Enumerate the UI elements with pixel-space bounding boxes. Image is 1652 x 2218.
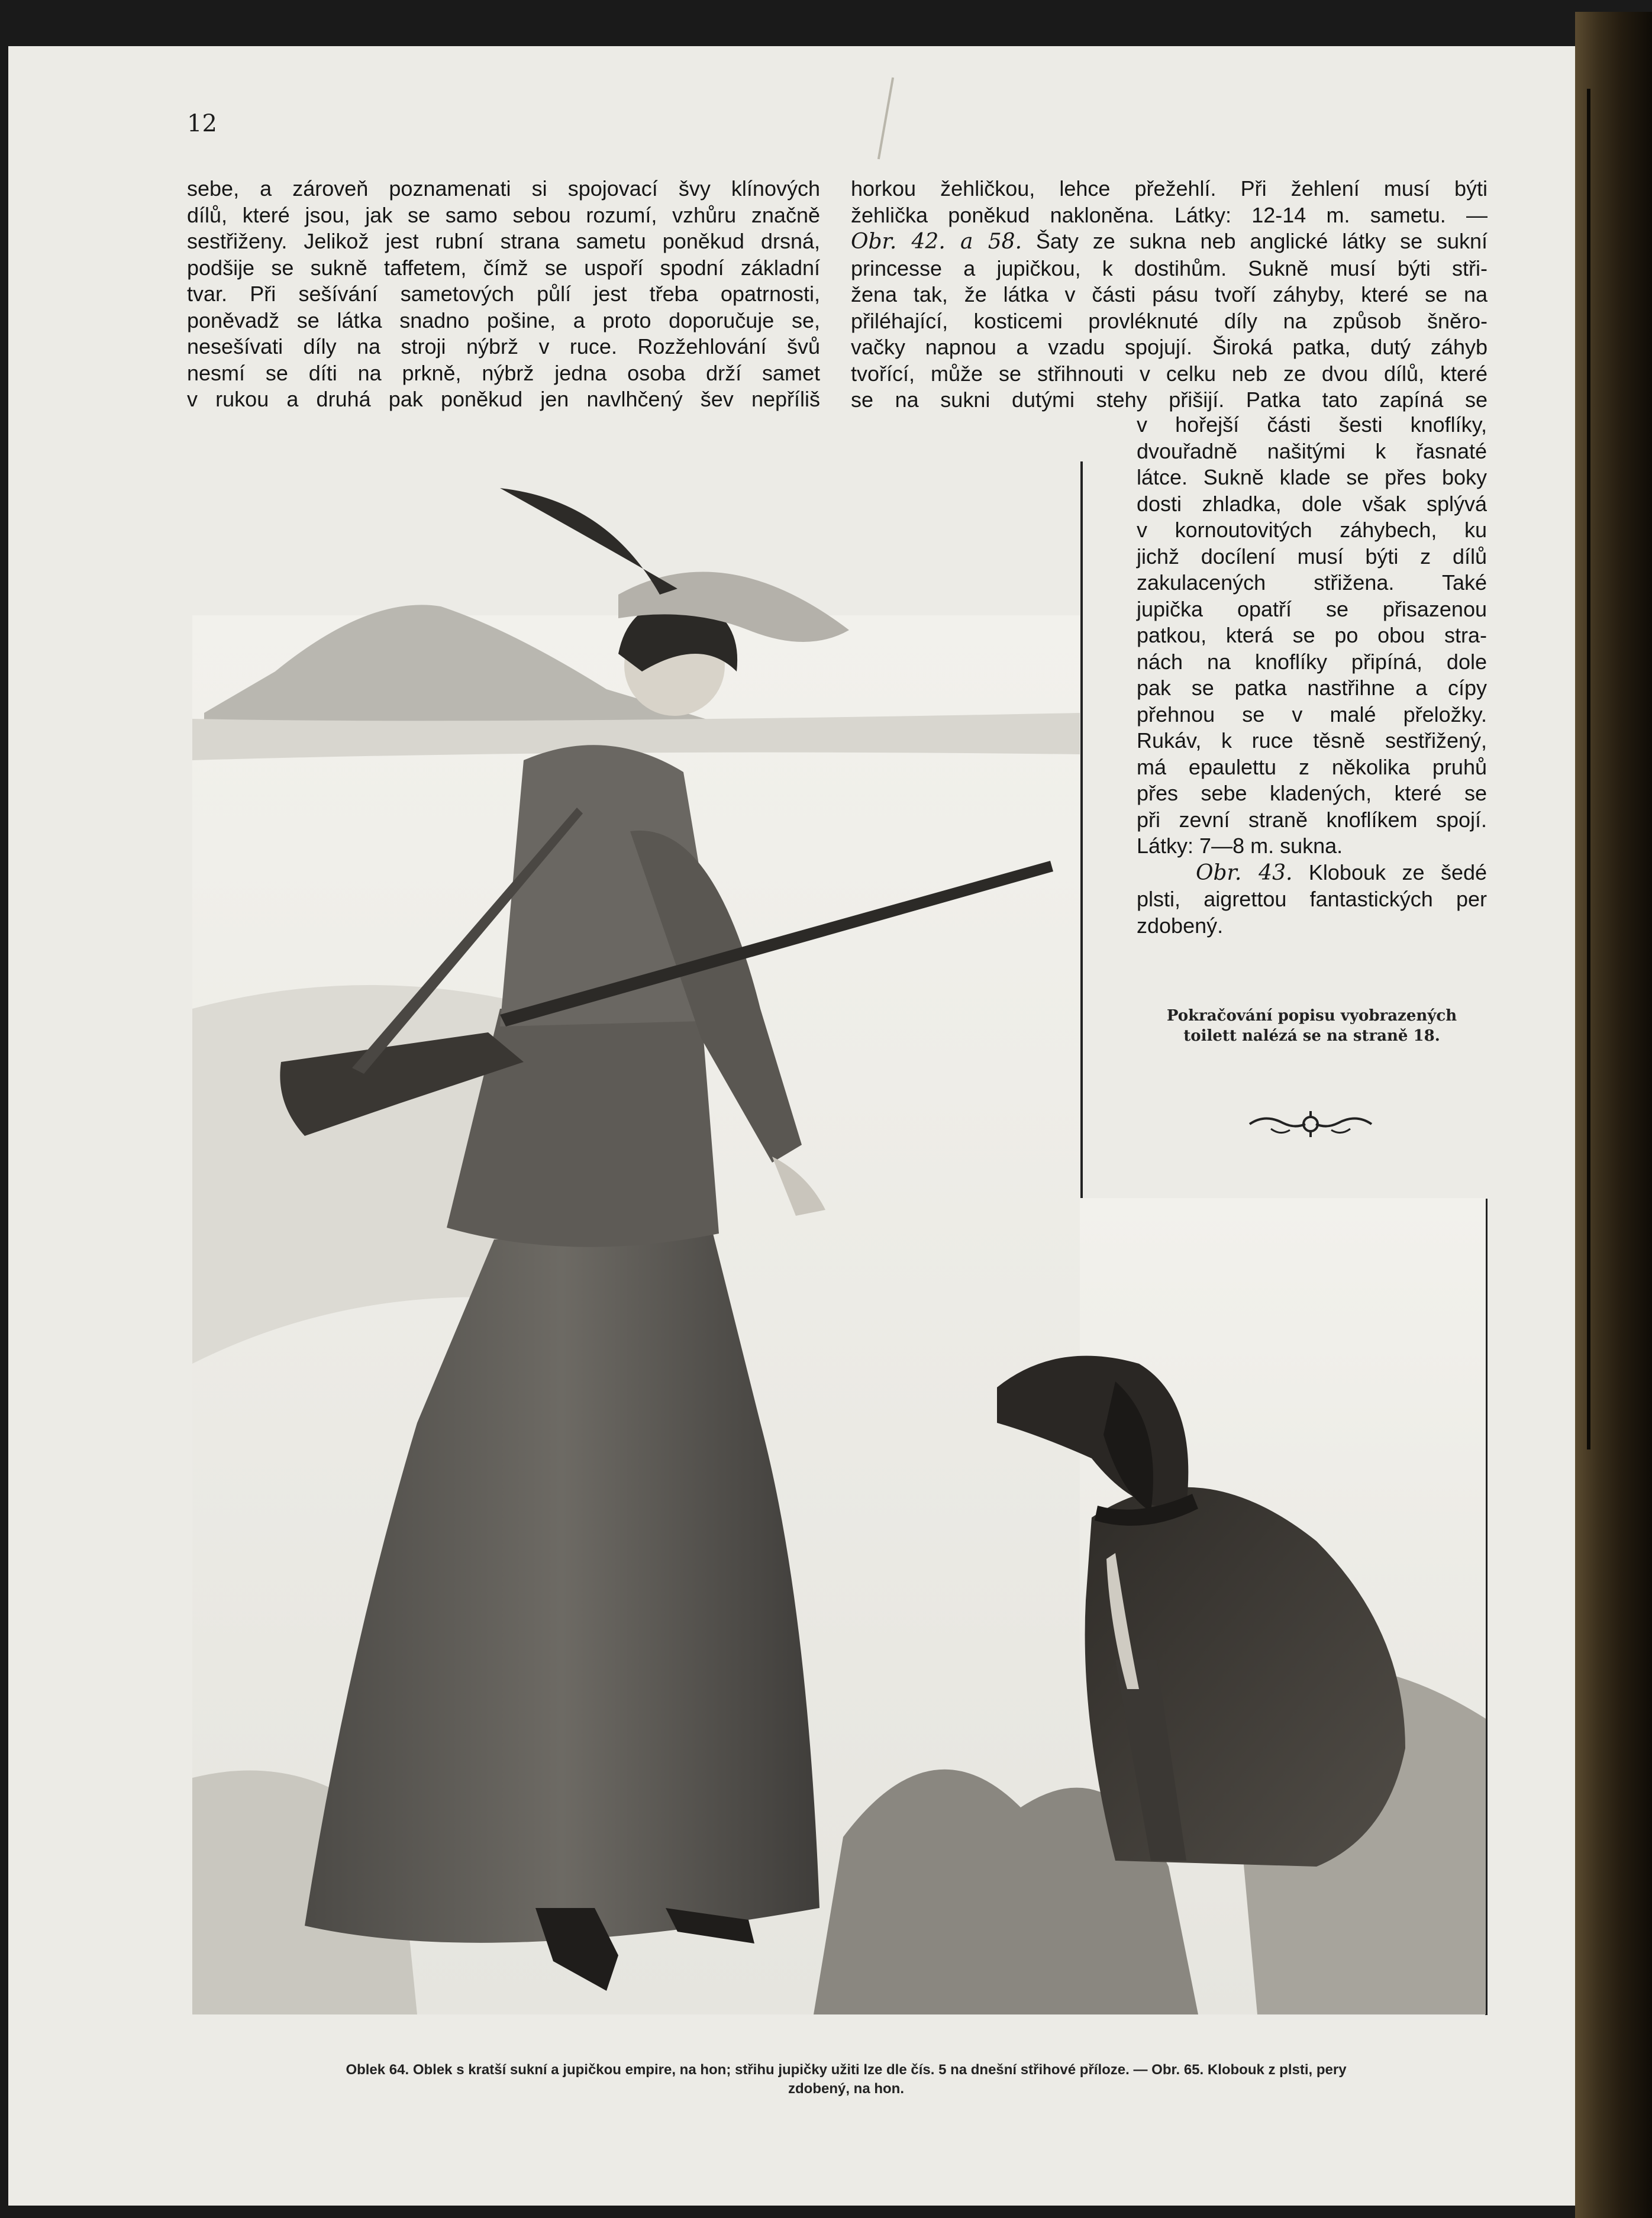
text-line: Látky: 7—8 m. sukna. (1137, 834, 1343, 858)
text-line: látce. Sukně klade se přes boky (1137, 465, 1487, 489)
text-line: podšije se sukně taffetem, čímž se uspoří spodní základní (187, 255, 820, 280)
text-line: tvar. Při sešívání sametových půlí jest třeba opatrnosti, (187, 282, 820, 306)
continuation-note: Pokračování popisu vyobrazených toilett nalézá se na straně 18. (1166, 1007, 1457, 1045)
text-line: nesešívati díly na stroji nýbrž v ruce. Rozžehlování švů (187, 334, 820, 359)
ornament-icon (1247, 1108, 1374, 1141)
text-line: dílů, které jsou, jak se samo sebou rozumí, vzhůru značně (187, 202, 820, 227)
text-line: žena tak, že látka v části pásu tvoří záhyby, které se na (851, 282, 1488, 306)
text-line: sestřiženy. Jelikož jest rubní strana sametu poněkud drsná, (187, 229, 820, 253)
binding-edge (1587, 89, 1590, 1449)
text-line: přehnou se v malé přeložky. (1137, 702, 1487, 727)
text-line: v hořejší části šesti knoflíky, (1137, 412, 1487, 437)
text-line: zakulacených střižena. Také (1137, 570, 1487, 595)
hunting-outfit-illustration (192, 476, 1486, 2014)
text-line: princesse a jupičkou, k dostihům. Sukně musí býti stři- (851, 256, 1488, 280)
text-line: sebe, a zároveň poznamenati si spojovací švy klínových (187, 176, 820, 201)
right-column-text (851, 176, 1488, 414)
text-line: poněvadž se látka snadno pošine, a proto doporučuje se, (187, 308, 820, 332)
text-line: v rukou a druhá pak poněkud jen navlhčený šev nepříliš (187, 387, 820, 411)
text-line: Rukáv, k ruce těsně sestřižený, (1137, 728, 1487, 753)
text-line: jichž docílení musí býti z dílů (1137, 544, 1487, 569)
text-line: pak se patka nastřihne a cípy (1137, 676, 1487, 700)
text-line: dvouřadně našitými k řasnaté (1137, 438, 1487, 463)
text-line: v kornoutovitých záhybech, ku (1137, 518, 1487, 542)
text-line: nách na knoflíky připíná, dole (1137, 649, 1487, 674)
left-column-text (187, 176, 820, 413)
text-line: plsti, aigrettou fantastických per (1137, 887, 1487, 911)
text-line: jupička opatří se přisazenou (1137, 596, 1487, 621)
text-line: Obr. 42. a 58. Šaty ze sukna neb anglické látky se sukní (851, 229, 1488, 254)
text-line: přiléhající, kosticemi provléknuté díly na způsob šněro- (851, 308, 1488, 333)
text-line: žehlička poněkud nakloněna. Látky: 12-14 m. sametu. — (851, 202, 1488, 227)
text-line: tvořící, může se střihnouti v celku neb ze dvou dílů, které (851, 361, 1488, 386)
text-line: Obr. 43. Klobouk ze šedé (1196, 860, 1488, 885)
text-line: zdobený. (1137, 913, 1224, 938)
text-line: nesmí se díti na prkně, nýbrž jedna osoba drží samet (187, 360, 820, 385)
text-line: přes sebe kladených, které se (1137, 781, 1487, 805)
text-line: má epaulettu z několika pruhů (1137, 754, 1487, 779)
text-line: při zevní straně knoflíkem spojí. (1137, 807, 1487, 832)
hat-feathers (500, 488, 677, 595)
figure-reference: Obr. 43. (1196, 860, 1293, 885)
text-line: dosti zhladka, dole však splývá (1137, 491, 1487, 516)
page-number: 12 (187, 110, 217, 137)
text-line: patkou, která se po obou stra- (1137, 623, 1487, 647)
figure-reference: Obr. 42. a 58. (851, 230, 1022, 254)
text-line: vačky napnou a vzadu spojují. Široká patka, dutý záhyb (851, 335, 1488, 359)
figure-caption: Oblek 64. Oblek s kratší sukní a jupičkou empire, na hon; střihu jupičky užiti lze dle čís. 5 na dnešní střihové příloze. — Obr. 65. Klobouk z plsti, pery zdobený, na hon. (346, 2062, 1347, 2097)
text-line: horkou žehličkou, lehce přežehlí. Při žehlení musí býti (851, 176, 1488, 201)
text-line: se na sukni dutými stehy přišijí. Patka tato zapíná se (851, 388, 1488, 412)
